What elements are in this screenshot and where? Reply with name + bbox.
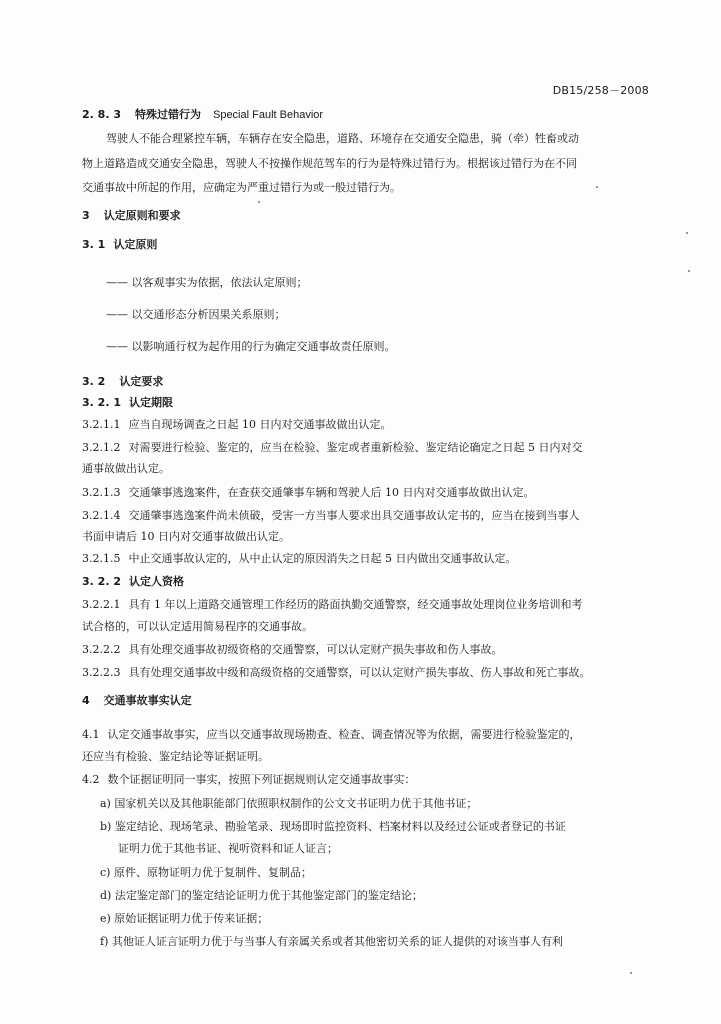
clause-text: 交通肇事逃逸案件，在查获交通肇事车辆和驾驶人后 10 日内对交通事故做出认定。 [128,486,535,499]
clause-number: 3.2.1.1 [82,418,121,431]
paragraph-line: 物上道路造成交通安全隐患，驾驶人不按操作规范驾车的行为是特殊过错行为。根据该过错行为在不同 [82,157,577,170]
clause-number: 3.2.1.4 [82,509,121,522]
section-title: 认定期限 [128,396,173,409]
clause-4-1 [82,728,581,742]
section-title: 认定原则 [113,238,158,251]
section-3-heading [82,209,181,223]
clause-3-2-2-1 [82,598,582,612]
clause-3-2-2-3 [82,666,590,680]
section-number: 4 [82,694,90,707]
clause-3-2-1-4 [82,509,579,523]
clause-4-2 [82,773,416,787]
section-title-en: Special Fault Behavior [212,109,324,121]
clause-number: 3.2.2.2 [82,643,121,656]
section-number: 3 [82,209,90,222]
clause-number: 3.2.1.5 [82,552,121,565]
section-title: 认定原则和要求 [103,209,181,222]
clause-text: 中止交通事故认定的，从中止认定的原因消失之日起 5 日内做出交通事故认定。 [128,552,517,565]
section-title: 认定要求 [119,375,164,388]
evidence-rule-continuation: 证明力优于其他书证、视听资料和证人证言； [118,842,338,855]
scan-speck [596,186,598,188]
evidence-rule-item: a) 国家机关以及其他职能部门依照职权制作的公文文书证明力优于其他书证； [100,797,478,810]
scan-speck [630,972,632,974]
paragraph-line: 交通事故中所起的作用，应确定为严重过错行为或一般过错行为。 [82,181,401,194]
principle-item: —— 以影响通行权为起作用的行为确定交通事故责任原则。 [106,340,396,353]
section-number: 3. 2. 1 [82,396,121,409]
clause-number: 4.1 [82,728,100,741]
clause-text: 应当自现场调查之日起 10 日内对交通事故做出认定。 [128,418,392,431]
clause-text: 具有处理交通事故中级和高级资格的交通警察，可以认定财产损失事故、伤人事故和死亡事故。 [128,666,591,679]
clause-number: 3.2.2.3 [82,666,121,679]
section-3-2-2-heading [82,575,184,589]
clause-3-2-1-1 [82,418,391,432]
section-3-2-heading [82,375,163,389]
clause-text: 交通肇事逃逸案件尚未侦破，受害一方当事人要求出具交通事故认定书的，应当在接到当事人 [128,509,580,522]
clause-3-2-1-2 [82,441,582,455]
section-number: 3. 2 [82,375,106,388]
section-title: 认定人资格 [128,575,184,588]
section-2-8-3-heading [82,108,323,122]
clause-text: 具有 1 年以上道路交通管理工作经历的路面执勤交通警察，经交通事故处理岗位业务培训和考 [128,598,583,611]
scan-speck [258,201,260,203]
clause-3-2-1-3 [82,486,534,500]
section-number: 2. 8. 3 [82,108,121,121]
evidence-rule-item: c) 原件、原物证明力优于复制件、复制品； [100,866,312,879]
clause-text: 认定交通事故事实，应当以交通事故现场勘查、检查、调查情况等为依据，需要进行检验鉴定的， [107,728,581,741]
scan-speck [686,232,688,234]
section-3-1-heading [82,238,157,252]
evidence-rule-item: b) 鉴定结论、现场笔录、勘验笔录、现场即时监控资料、档案材料以及经过公证或者登记的书证 [100,820,566,833]
clause-text: 数个证据证明同一事实，按照下列证据规则认定交通事故事实： [107,773,416,786]
clause-3-2-2-2 [82,643,502,657]
document-code: DB15/258－2008 [552,84,649,97]
evidence-rule-item: f) 其他证人证言证明力优于与当事人有亲属关系或者其他密切关系的证人提供的对该当事人有利 [100,935,563,948]
paragraph-line: 驾驶人不能合理紧控车辆，车辆存在安全隐患，道路、环境存在交通安全隐患，骑（牵）牲畜或动 [106,132,579,145]
clause-number: 3.2.2.1 [82,598,121,611]
section-4-heading [82,694,192,708]
clause-text: 具有处理交通事故初级资格的交通警察，可以认定财产损失事故和伤人事故。 [128,643,503,656]
principle-item: —— 以客观事实为依据，依法认定原则； [106,276,308,289]
section-title: 交通事故事实认定 [103,694,192,707]
clause-number: 4.2 [82,773,100,786]
clause-text-continuation: 书面申请后 10 日内对交通事故做出认定。 [82,530,290,543]
evidence-rule-item: d) 法定鉴定部门的鉴定结论证明力优于其他鉴定部门的鉴定结论； [100,889,423,902]
clause-text-continuation: 还应当有检验、鉴定结论等证据证明。 [82,750,269,763]
principle-item: —— 以交通形态分析因果关系原则； [106,308,286,321]
clause-text: 对需要进行检验、鉴定的，应当在检验、鉴定或者重新检验、鉴定结论确定之日起 5 日内对交 [128,441,583,454]
section-3-2-1-heading [82,396,173,410]
clause-number: 3.2.1.3 [82,486,121,499]
section-title: 特殊过错行为 [134,108,201,121]
clause-text-continuation: 试合格的，可以认定适用简易程序的交通事故。 [82,620,313,633]
section-number: 3. 1 [82,238,106,251]
section-number: 3. 2. 2 [82,575,121,588]
clause-3-2-1-5 [82,552,516,566]
clause-text-continuation: 通事故做出认定。 [82,462,170,475]
clause-number: 3.2.1.2 [82,441,121,454]
evidence-rule-item: e) 原始证据证明力优于传来证据； [100,912,269,925]
scan-speck [688,270,690,272]
